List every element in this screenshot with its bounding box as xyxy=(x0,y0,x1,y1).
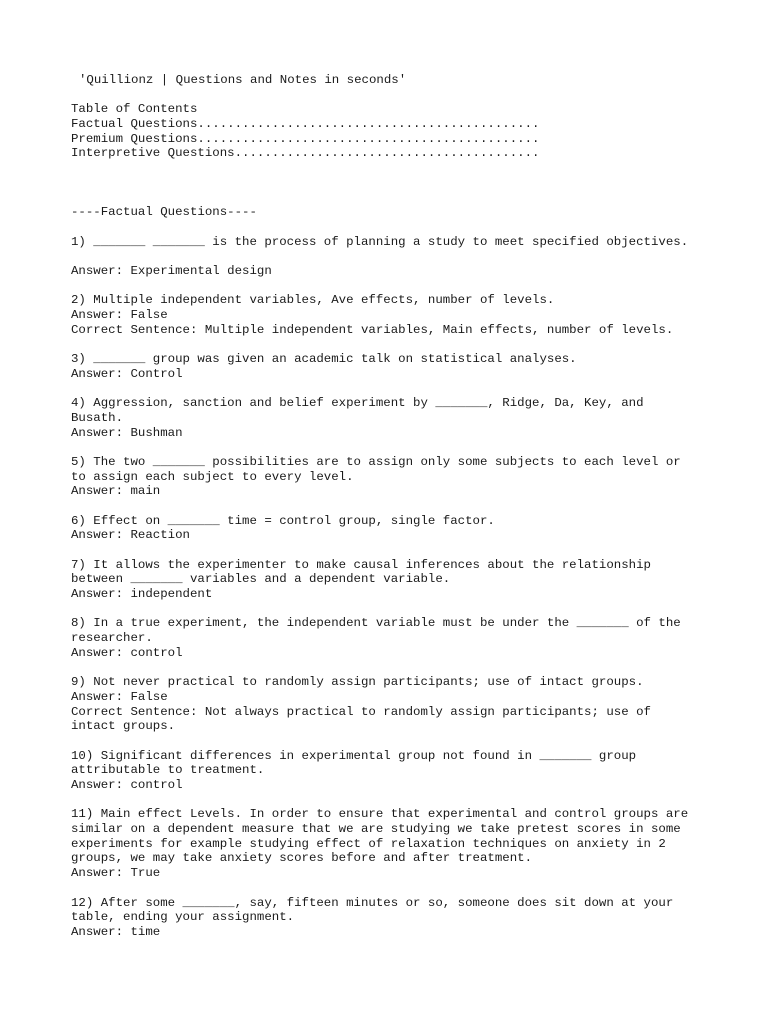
question-item xyxy=(71,235,731,279)
spacer xyxy=(71,88,731,103)
correct-sentence-text: Correct Sentence: Not always practical to randomly assign participants; use of xyxy=(71,704,651,719)
toc-heading: Table of Contents xyxy=(71,102,198,117)
question-text: researcher. xyxy=(71,631,153,646)
question-list xyxy=(71,235,731,940)
question-text: 5) The two _______ possibilities are to assign only some subjects to each level or xyxy=(71,454,681,469)
question-text: 12) After some _______, say, fifteen minutes or so, someone does sit down at your xyxy=(71,895,674,910)
document-title: 'Quillionz | Questions and Notes in seconds' xyxy=(79,73,407,87)
question-text: attributable to treatment. xyxy=(71,763,265,778)
question-text: 8) In a true experiment, the independent variable must be under the _______ of the xyxy=(71,616,681,631)
question-text: 4) Aggression, sanction and belief experiment by _______, Ridge, Da, Key, and xyxy=(71,396,644,411)
spacer xyxy=(71,220,731,235)
spacer xyxy=(71,191,731,206)
correct-sentence-text: intact groups. xyxy=(71,719,176,734)
question-text: 2) Multiple independent variables, Ave effects, number of levels. xyxy=(71,293,555,308)
question-text: 11) Main effect Levels. In order to ensure that experimental and control groups are xyxy=(71,807,689,822)
toc-item-factual[interactable]: Factual Questions.............................................. xyxy=(71,117,540,132)
spacer xyxy=(71,161,731,190)
question-item xyxy=(71,352,731,381)
answer-text: Answer: False xyxy=(71,689,168,704)
question-item xyxy=(71,749,731,793)
question-item xyxy=(71,675,731,734)
question-item xyxy=(71,558,731,602)
answer-text: Answer: Reaction xyxy=(71,528,190,543)
question-item xyxy=(71,514,731,543)
question-text: groups, we may take anxiety scores before and after treatment. xyxy=(71,851,533,866)
question-text: between _______ variables and a dependent variable. xyxy=(71,572,451,587)
answer-text: Answer: Bushman xyxy=(71,425,183,440)
answer-text: Answer: main xyxy=(71,484,161,499)
spacer xyxy=(71,249,731,264)
toc-item-interpretive[interactable]: Interpretive Questions......................................... xyxy=(71,146,540,161)
question-text: 10) Significant differences in experimental group not found in _______ group xyxy=(71,748,637,763)
question-text: table, ending your assignment. xyxy=(71,910,295,925)
question-text: similar on a dependent measure that we are studying we take pretest scores in some xyxy=(71,822,681,837)
correct-sentence-text: Correct Sentence: Multiple independent variables, Main effects, number of levels. xyxy=(71,322,674,337)
answer-text: Answer: True xyxy=(71,866,161,881)
question-item xyxy=(71,293,731,337)
answer-text: Answer: False xyxy=(71,308,168,323)
answer-text: Answer: control xyxy=(71,778,183,793)
question-text: 6) Effect on _______ time = control group, single factor. xyxy=(71,513,495,528)
question-item xyxy=(71,396,731,440)
question-item xyxy=(71,616,731,660)
answer-text: Answer: independent xyxy=(71,587,213,602)
question-text: 1) _______ _______ is the process of planning a study to meet specified objectives. xyxy=(71,234,689,249)
question-item xyxy=(71,807,731,880)
question-item xyxy=(71,455,731,499)
question-text: 3) _______ group was given an academic talk on statistical analyses. xyxy=(71,352,577,367)
question-text: 7) It allows the experimenter to make causal inferences about the relationship xyxy=(71,557,651,572)
question-text: experiments for example studying effect of relaxation techniques on anxiety in 2 xyxy=(71,836,666,851)
toc-item-premium[interactable]: Premium Questions.............................................. xyxy=(71,131,540,146)
question-text: Busath. xyxy=(71,410,124,425)
document-page xyxy=(71,73,731,954)
answer-text: Answer: time xyxy=(71,924,161,939)
question-item xyxy=(71,896,731,940)
answer-text: Answer: Control xyxy=(71,366,183,381)
answer-text: Answer: Experimental design xyxy=(71,263,272,278)
answer-text: Answer: control xyxy=(71,645,183,660)
question-text: to assign each subject to every level. xyxy=(71,469,354,484)
question-text: 9) Not never practical to randomly assign participants; use of intact groups. xyxy=(71,675,644,690)
table-of-contents xyxy=(71,102,731,161)
section-heading-factual: ----Factual Questions---- xyxy=(71,205,257,220)
